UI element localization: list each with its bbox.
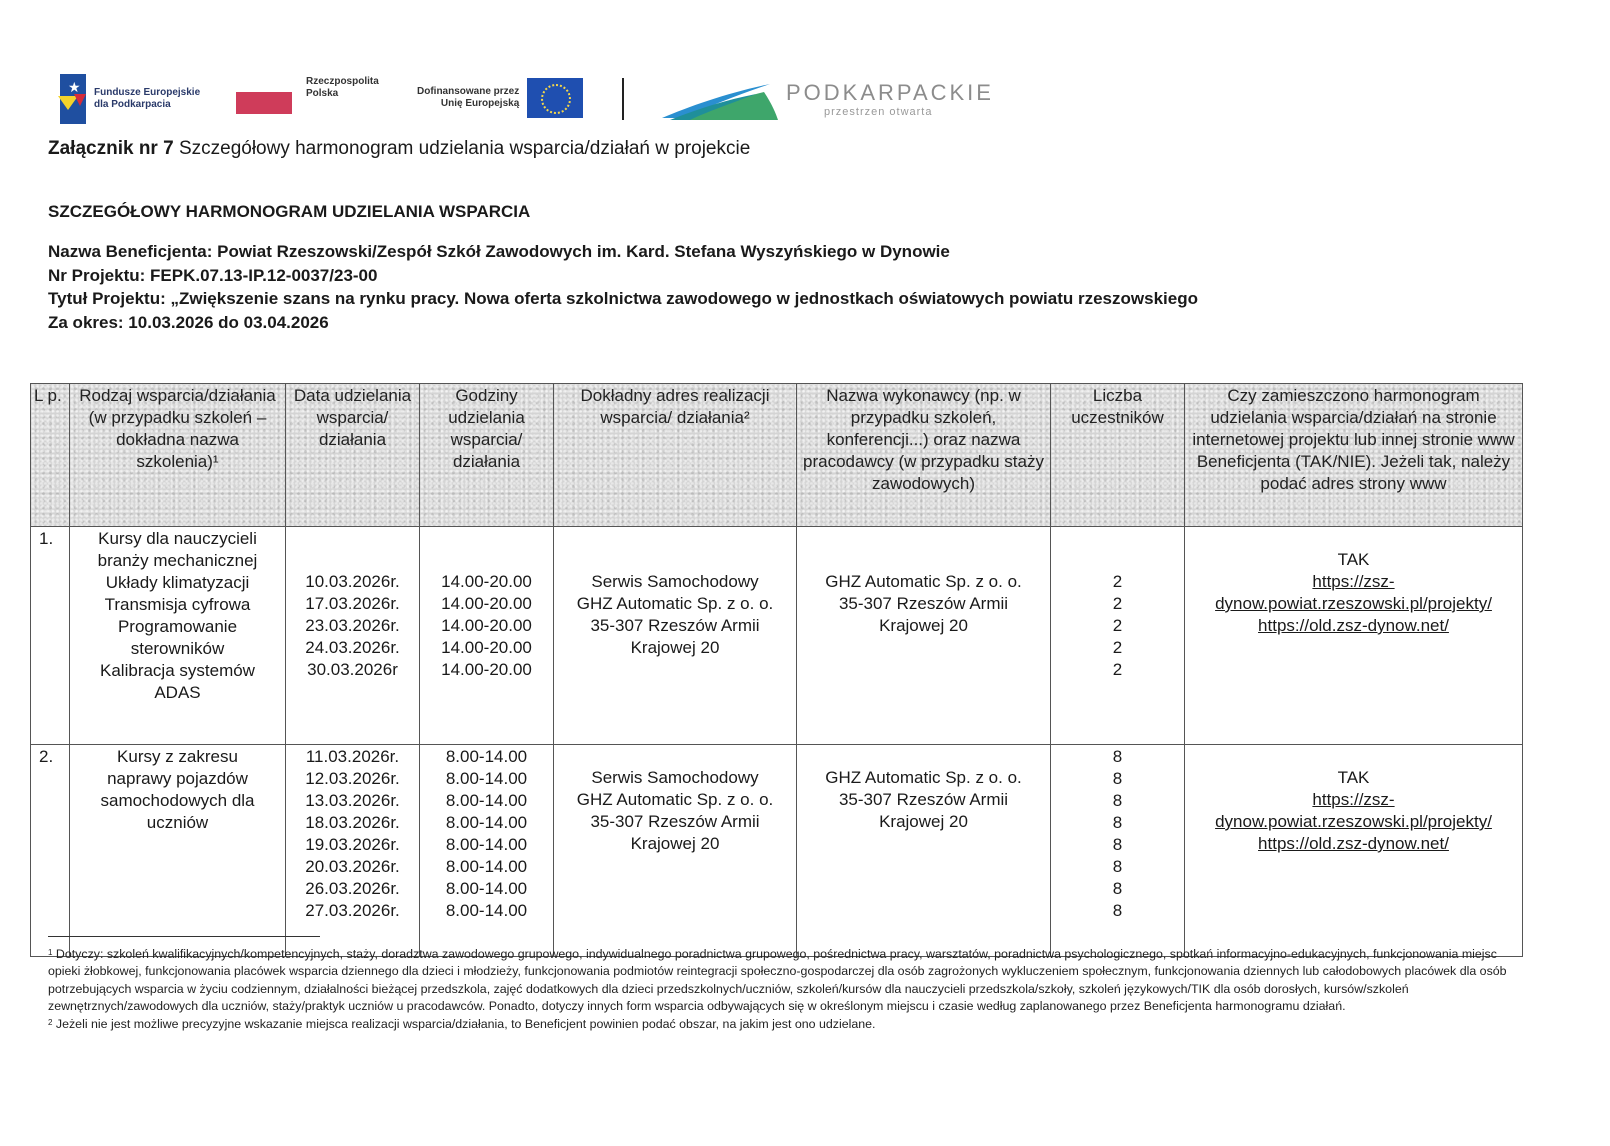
logo-unia-europejska [417, 78, 583, 118]
project-meta [48, 240, 1198, 334]
document-title: SZCZEGÓŁOWY HARMONOGRAM UDZIELANIA WSPARCIA [48, 202, 531, 221]
logo-rzeczpospolita [236, 76, 379, 114]
col-header-type: Rodzaj wsparcia/działania (w przypadku szkoleń – dokładna nazwa szkolenia)¹ [70, 384, 286, 527]
project-link-2[interactable]: https://old.zsz-dynow.net/ [1258, 834, 1449, 853]
fe-line2: dla Podkarpacia [94, 99, 171, 110]
project-title: Tytuł Projektu: „Zwiększenie szans na rynku pracy. Nowa oferta szkolnictwa zawodowego w jednostkach oświatowych powiatu rzeszowskiego [48, 289, 1198, 308]
beneficiary-name: Nazwa Beneficjenta: Powiat Rzeszowski/Zespół Szkół Zawodowych im. Kard. Stefana Wyszyńskiego w Dynowie [48, 242, 950, 261]
cell-participants: 2 2 2 2 2 [1051, 527, 1185, 745]
footnote-separator [48, 936, 320, 937]
cell-lp: 2. [31, 745, 70, 957]
cell-published [1185, 527, 1523, 745]
fe-line1: Fundusze Europejskie [94, 87, 201, 98]
cell-dates: 10.03.2026r. 17.03.2026r. 23.03.2026r. 24.03.2026r. 30.03.2026r [286, 527, 420, 745]
col-header-date: Data udzielania wsparcia/ działania [286, 384, 420, 527]
polish-flag-icon [236, 92, 292, 114]
col-header-published: Czy zamieszczono harmonogram udzielania wsparcia/działań na stronie internetowej projektu lub innej stronie www Beneficjenta (TAK/NIE). Jeżeli tak, należy podać adres strony www [1185, 384, 1523, 527]
project-link-1[interactable]: https://zsz- [1312, 790, 1395, 809]
footnote-1: $^1$ Dotyczy: szkoleń kwalifikacyjnych/kompetencyjnych, staży, doradztwa zawodowego grupowego, indywidualnego poradnictwa grupowego, pośrednictwa pracy, warsztatów, poradnictwa psychologicznego, spotkań informacyjno-edukacyjnych, funkcjonowania miejsc opieki żłobkowej, funkcjonowania placówek wsparcia dziennego dla dzieci i młodzieży, funkcjonowania podmiotów reintegracji społeczno-gospodarczej dla osób zagrożonych wykluczeniem społecznym, funkcjonowania dziennych lub całodobowych placówek dla osób potrzebujących wsparcia w życiu codziennym, działalności bieżącej przedszkola, zajęć dodatkowych dla dzieci przedszkolnych/uczniów, szkoleń/kursów dla nauczycieli przedszkola/szkoły, szkoleń językowych/TIK dla osób dorosłych, kursów/szkoleń zewnętrznych/zawodowych dla uczniów, staży/praktyk uczniów u pracodawców. Ponadto, dotyczy innych form wsparcia odbywających się w określonym miejscu i czasie według zaplanowanego przez Beneficjenta harmonogramu działań. [48, 947, 1507, 1014]
ue-line2: Unię Europejską [440, 98, 520, 109]
logos-bar [60, 72, 1040, 126]
rp-line1: Rzeczpospolita [306, 76, 379, 87]
podkarpackie-name: PODKARPACKIE [786, 80, 994, 105]
rp-line2: Polska [306, 88, 339, 99]
table-row [31, 527, 1523, 745]
cell-hours: 8.00-14.00 8.00-14.00 8.00-14.00 8.00-14.00 8.00-14.00 8.00-14.00 8.00-14.00 8.00-14.00 [420, 745, 554, 957]
cell-published [1185, 745, 1523, 957]
logo-fundusze-europejskie [60, 74, 200, 124]
col-header-hours: Godziny udzielania wsparcia/ działania [420, 384, 554, 527]
cell-participants: 8 8 8 8 8 8 8 8 [1051, 745, 1185, 957]
attachment-line [48, 138, 750, 160]
ue-line1: Dofinansowane przez [417, 86, 520, 97]
podkarpackie-tagline: przestrzen otwarta [824, 106, 933, 118]
table-row [31, 745, 1523, 957]
project-number: Nr Projektu: FEPK.07.13-IP.12-0037/23-00 [48, 265, 378, 285]
cell-dates: 11.03.2026r. 12.03.2026r. 13.03.2026r. 18.03.2026r. 19.03.2026r. 20.03.2026r. 26.03.2026r. 27.03.2026r. [286, 745, 420, 957]
fe-logo-icon: ★ [60, 74, 86, 124]
attachment-number: Załącznik nr 7 [48, 138, 174, 159]
col-header-lp: L p. [31, 384, 70, 527]
cell-address: Serwis Samochodowy GHZ Automatic Sp. z o. o. 35-307 Rzeszów Armii Krajowej 20 [554, 745, 797, 957]
col-header-address: Dokładny adres realizacji wsparcia/ działania² [554, 384, 797, 527]
published-status: TAK [1337, 550, 1370, 569]
logo-podkarpackie [660, 78, 1000, 122]
col-header-participants: Liczba uczestników [1051, 384, 1185, 527]
eu-flag-icon [527, 78, 583, 118]
cell-type: Kursy dla nauczycieli branży mechanicznej Układy klimatyzacji Transmisja cyfrowa Programowanie sterowników Kalibracja systemów ADAS [70, 527, 286, 745]
support-schedule-table [30, 383, 1523, 957]
cell-contractor: GHZ Automatic Sp. z o. o. 35-307 Rzeszów Armii Krajowej 20 [797, 527, 1051, 745]
project-link-1-cont[interactable]: dynow.powiat.rzeszowski.pl/projekty/ [1215, 812, 1492, 831]
podkarpackie-swoosh-icon [660, 78, 780, 122]
attachment-desc: Szczegółowy harmonogram udzielania wsparcia/działań w projekcie [173, 138, 751, 159]
report-period: Za okres: 10.03.2026 do 03.04.2026 [48, 312, 329, 332]
project-link-1-cont[interactable]: dynow.powiat.rzeszowski.pl/projekty/ [1215, 594, 1492, 613]
project-link-2[interactable]: https://old.zsz-dynow.net/ [1258, 616, 1449, 635]
project-link-1[interactable]: https://zsz- [1312, 572, 1395, 591]
cell-contractor: GHZ Automatic Sp. z o. o. 35-307 Rzeszów Armii Krajowej 20 [797, 745, 1051, 957]
footnote-2: $^2$ Jeżeli nie jest możliwe precyzyjne wskazanie miejsca realizacji wsparcia/działania, to Beneficjent powinien podać obszar, na jakim jest ono udzielane. [48, 1016, 876, 1031]
table-header-row [31, 384, 1523, 527]
footnotes [48, 946, 1508, 1033]
cell-type: Kursy z zakresu naprawy pojazdów samochodowych dla uczniów [70, 745, 286, 957]
cell-hours: 14.00-20.00 14.00-20.00 14.00-20.00 14.00-20.00 14.00-20.00 [420, 527, 554, 745]
cell-address: Serwis Samochodowy GHZ Automatic Sp. z o. o. 35-307 Rzeszów Armii Krajowej 20 [554, 527, 797, 745]
published-status: TAK [1337, 768, 1370, 787]
logo-divider [622, 78, 624, 120]
col-header-contractor: Nazwa wykonawcy (np. w przypadku szkoleń, konferencji...) oraz nazwa pracodawcy (w przypadku staży zawodowych) [797, 384, 1051, 527]
cell-lp: 1. [31, 527, 70, 745]
